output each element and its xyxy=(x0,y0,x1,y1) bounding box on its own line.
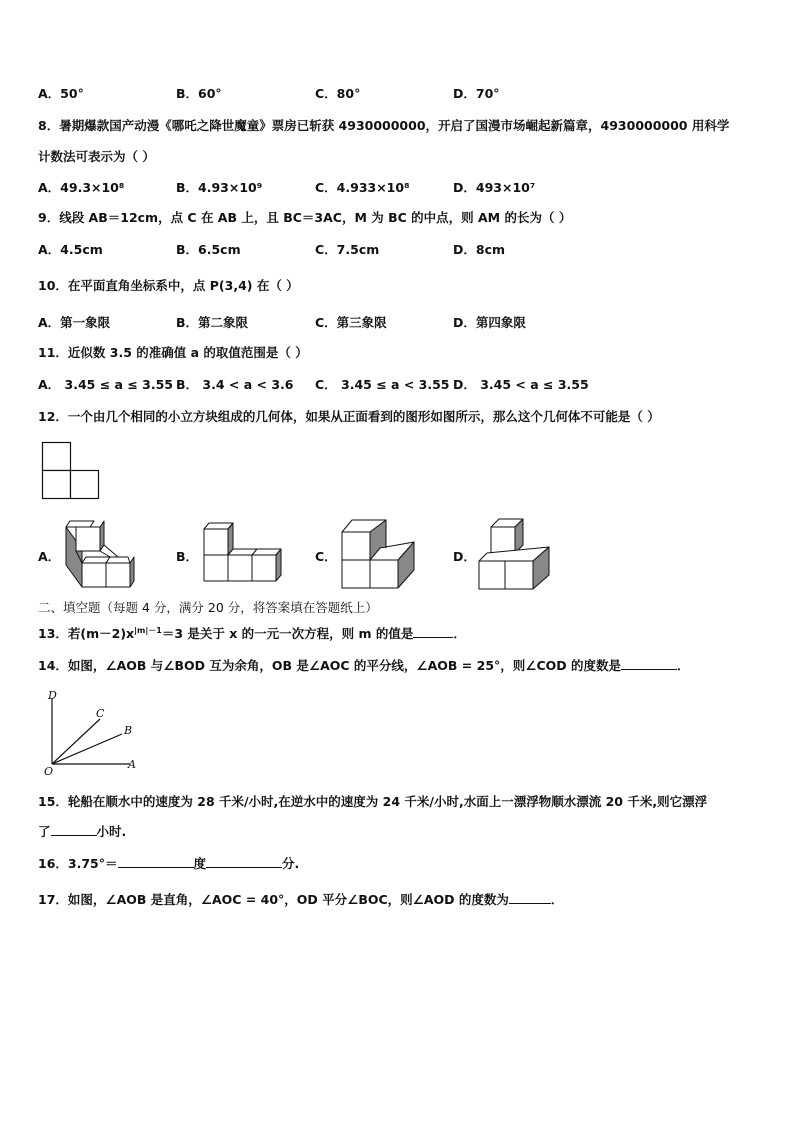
q14-label-b: B xyxy=(124,724,133,737)
q7-option-a: A．50° xyxy=(38,86,84,101)
q10-option-c: C．第三象限 xyxy=(315,315,387,330)
q8-stem-line2: 计数法可表示为（ ） xyxy=(38,149,155,164)
q7-option-b: B．60° xyxy=(176,86,222,101)
q12-option-d-solid xyxy=(477,517,553,591)
q12-option-b-solid xyxy=(202,521,288,583)
q11-option-d: D． 3.45 < a ≤ 3.55 xyxy=(453,377,589,392)
q13-stem: 13．若$(m-2)x^{|m|-1}=3$ 是关于 x 的一元一次方程，则 m 的值是 ． xyxy=(38,625,466,641)
q12-option-b-label: B． xyxy=(176,549,199,564)
q9-option-d: D．8cm xyxy=(453,242,506,257)
q9-option-a: A．4.5cm xyxy=(38,242,103,257)
q11-option-b: B． 3.4 < a < 3.6 xyxy=(176,377,294,392)
q7-option-c: C．80° xyxy=(315,86,361,101)
q15-stem-line1: 15．轮船在顺水中的速度为 28 千米/小时,在逆水中的速度为 24 千米/小时,水面上一漂浮物顺水漂流 20 千米,则它漂浮 xyxy=(38,794,708,809)
q8-option-c: C．4.933×10⁸ xyxy=(315,180,410,195)
q9-option-c: C．7.5cm xyxy=(315,242,380,257)
q12-option-c-solid xyxy=(340,516,418,590)
q12-option-a-label: A． xyxy=(38,549,61,564)
q14-angle-figure xyxy=(42,688,148,776)
q12-stem: 12．一个由几个相同的小立方块组成的几何体，如果从正面看到的图形如图所示，那么这个几何体不可能是（ ） xyxy=(38,409,660,424)
q14-label-o: O xyxy=(44,765,54,778)
q11-option-c: C． 3.45 ≤ a < 3.55 xyxy=(315,377,450,392)
q10-stem: 10．在平面直角坐标系中，点 P(3,4) 在（ ） xyxy=(38,278,299,293)
q14-label-a: A xyxy=(128,758,136,771)
q12-option-d-label: D． xyxy=(453,549,476,564)
q14-label-d: D xyxy=(48,689,57,702)
q11-option-a: A． 3.45 ≤ a ≤ 3.55 xyxy=(38,377,173,392)
q11-stem: 11．近似数 3.5 的准确值 a 的取值范围是（ ） xyxy=(38,345,308,360)
q12-front-view-figure xyxy=(42,442,102,500)
q16-stem: 16．3.75°＝ 度 分. xyxy=(38,856,300,871)
q12-option-a-solid xyxy=(66,517,138,591)
q17-stem: 17．如图，∠AOB 是直角，∠AOC = 40°，OD 平分∠BOC，则∠AOD 的度数为 ． xyxy=(38,892,564,907)
q15-stem-line2: 了 小时. xyxy=(38,824,127,839)
q14-stem: 14．如图，∠AOB 与∠BOD 互为余角，OB 是∠AOC 的平分线，∠AOB = 25°，则∠COD 的度数是 ． xyxy=(38,658,690,673)
q8-option-d: D．493×10⁷ xyxy=(453,180,536,195)
q9-option-b: B．6.5cm xyxy=(176,242,241,257)
q10-option-b: B．第二象限 xyxy=(176,315,249,330)
section-2-heading: 二、填空题（每题 4 分，满分 20 分，将答案填在答题纸上） xyxy=(38,600,378,615)
q10-option-d: D．第四象限 xyxy=(453,315,526,330)
q10-option-a: A．第一象限 xyxy=(38,315,111,330)
q9-stem: 9．线段 AB＝12cm，点 C 在 AB 上，且 BC＝3AC，M 为 BC 的中点，则 AM 的长为（ ） xyxy=(38,210,572,225)
q8-stem-line1: 8．暑期爆款国产动漫《哪吒之降世魔童》票房已斩获 4930000000，开启了国漫市场崛起新篇章，4930000000 用科学 xyxy=(38,118,730,133)
q7-option-d: D．70° xyxy=(453,86,500,101)
q8-option-a: A．49.3×10⁸ xyxy=(38,180,125,195)
q8-option-b: B．4.93×10⁹ xyxy=(176,180,263,195)
q14-label-c: C xyxy=(96,707,105,720)
q12-option-c-label: C． xyxy=(315,549,337,564)
